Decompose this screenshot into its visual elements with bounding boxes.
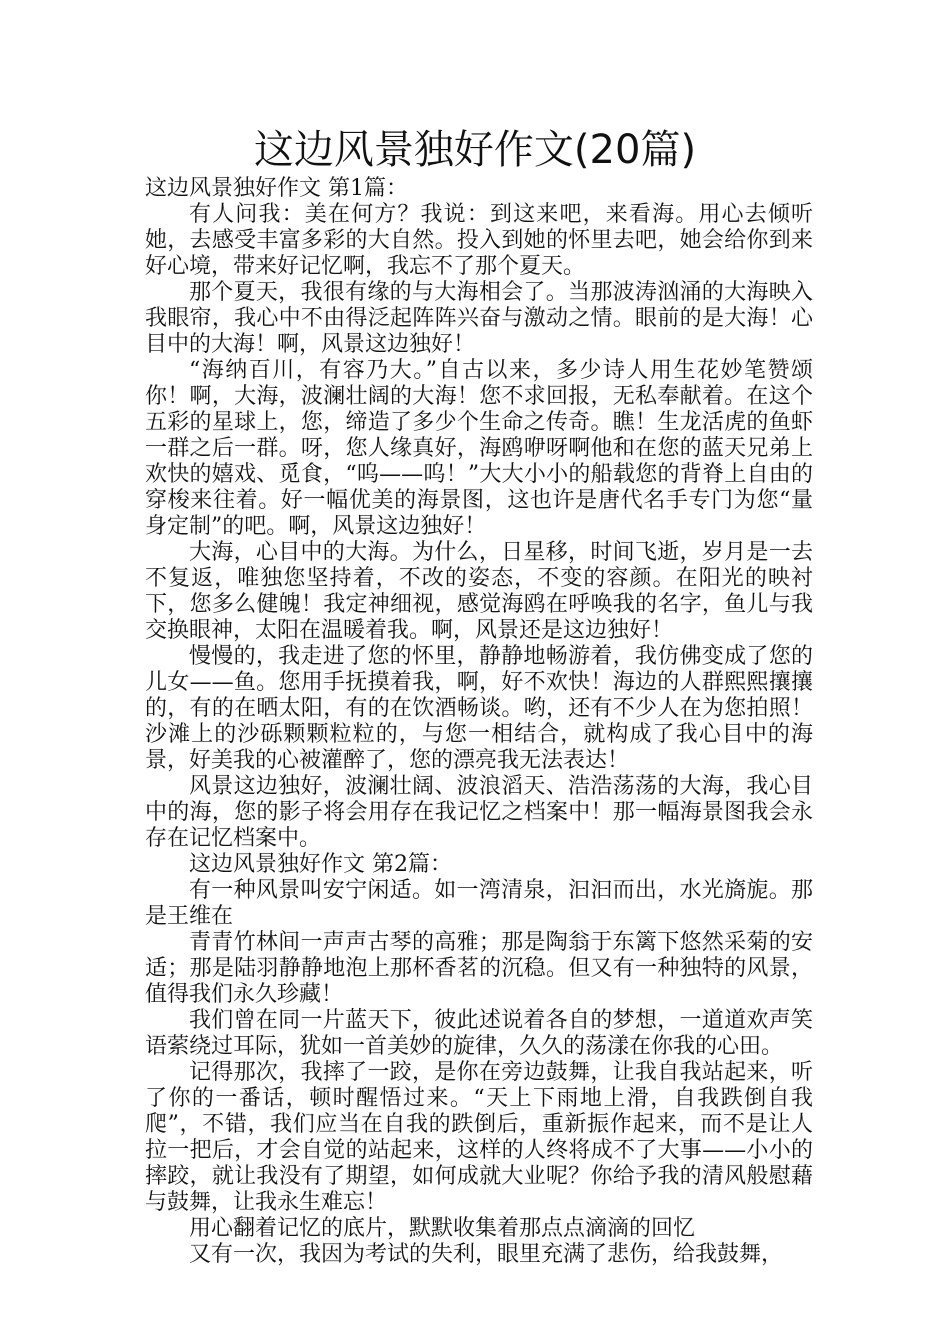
paragraph: 有一种风景叫安宁闲适。如一湾清泉，汩汩而出，水光旖旎。那是王维在 — [145, 878, 813, 929]
paragraph: 风景这边独好，波澜壮阔、波浪滔天、浩浩荡荡的大海，我心目中的海，您的影子将会用存在我记忆之档案中！那一幅海景图我会永存在记忆档案中。 — [145, 774, 813, 851]
paragraph: 用心翻着记忆的底片，默默收集着那点点滴滴的回忆 — [189, 1216, 696, 1241]
document-title: 这边风景独好作文(20篇) — [253, 127, 697, 173]
paragraph: “海纳百川，有容乃大。”自古以来，多少诗人用生花妙笔赞颂你！啊，大海，波澜壮阔的大海！您不求回报，无私奉献着。在这个五彩的星球上，您，缔造了多少个生命之传奇。瞧！生龙活虎的鱼虾一群之后一群。呀，您人缘真好，海鸥咿呀啊他和在您的蓝天兄弟上欢快的嬉戏、觅食，“呜——呜！”大大小小的船载您的背脊上自由的穿梭来往着。好一幅优美的海景图，这也许是唐代名手专门为您“量身定制”的吧。啊，风景这边独好！ — [145, 358, 813, 539]
paragraph: 大海，心目中的大海。为什么，日星移，时间飞逝，岁月是一去不复返，唯独您坚持着，不改的姿态，不变的容颜。在阳光的映衬下，您多么健魄！我定神细视，感觉海鸥在呼唤我的名字，鱼儿与我交换眼神，太阳在温暖着我。啊，风景还是这边独好！ — [145, 540, 813, 643]
paragraph: 又有一次，我因为考试的失利，眼里充满了悲伤，给我鼓舞， — [189, 1242, 784, 1267]
paragraph: 记得那次，我摔了一跤，是你在旁边鼓舞，让我自我站起来，听了你的一番话，顿时醒悟过来。“天上下雨地上滑，自我跌倒自我爬”，不错，我们应当在自我的跌倒后，重新振作起来，而不是让人拉一把后，才会自觉的站起来，这样的人终将成不了大事——小小的摔跤，就让我没有了期望，如何成就大业呢？你给予我的清风般慰藉与鼓舞，让我永生难忘！ — [145, 1060, 813, 1215]
section-heading: 这边风景独好作文 第1篇： — [145, 176, 408, 201]
paragraph: 那个夏天，我很有缘的与大海相会了。当那波涛汹涌的大海映入我眼帘，我心中不由得泛起阵阵兴奋与激动之情。眼前的是大海！心目中的大海！啊，风景这边独好！ — [145, 280, 813, 357]
document-body — [145, 176, 813, 1268]
section-heading: 这边风景独好作文 第2篇： — [189, 852, 452, 877]
paragraph: 有人问我：美在何方？我说：到这来吧，来看海。用心去倾听她，去感受丰富多彩的大自然。投入到她的怀里去吧，她会给你到来好心境，带来好记忆啊，我忘不了那个夏天。 — [145, 202, 813, 279]
paragraph: 慢慢的，我走进了您的怀里，静静地畅游着，我仿佛变成了您的儿女——鱼。您用手抚摸着我，啊，好不欢快！海边的人群熙熙攘攘的，有的在晒太阳，有的在饮酒畅谈。哟，还有不少人在为您拍照！沙滩上的沙砾颗颗粒粒的，与您一相结合，就构成了我心目中的海景，好美我的心被灌醉了，您的漂亮我无法表达！ — [145, 644, 813, 773]
paragraph: 我们曾在同一片蓝天下，彼此述说着各自的梦想，一道道欢声笑语萦绕过耳际，犹如一首美妙的旋律，久久的荡漾在你我的心田。 — [145, 1008, 813, 1059]
paragraph: 青青竹林间一声声古琴的高雅；那是陶翁于东篱下悠然采菊的安适；那是陆羽静静地泡上那杯香茗的沉稳。但又有一种独特的风景，值得我们永久珍藏！ — [145, 930, 813, 1007]
